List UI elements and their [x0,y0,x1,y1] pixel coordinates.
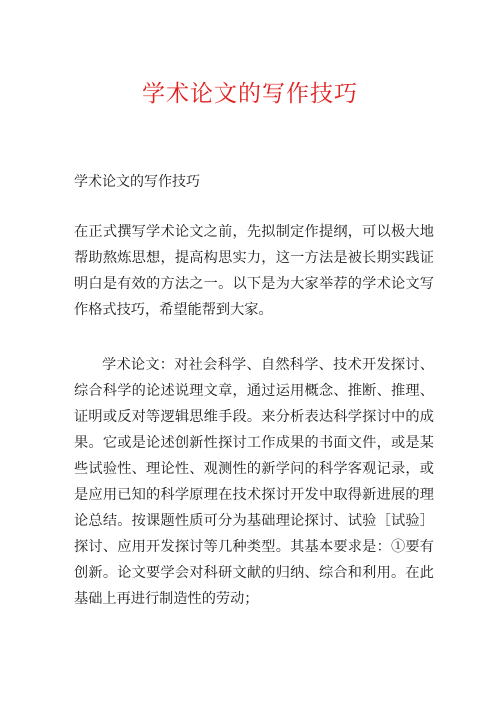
document-subtitle: 学术论文的写作技巧 [74,174,200,190]
intro-paragraph: 在正式撰写学术论文之前，先拟制定作提纲，可以极大地帮助熬炼思想，提高构思实力，这一方法是被长期实践证明白是有效的方法之一。以下是为大家举荐的学术论文写作格式技巧，希望能帮到大家。 [74,224,434,318]
body-paragraph: 学术论文：对社会科学、自然科学、技术开发探讨、综合科学的论述说理文章，通过运用概念、推断、推理、证明或反对等逻辑思维手段。来分析表达科学探讨中的成果。它或是论述创新性探讨工作成果的书面文件，或是某些试验性、理论性、观测性的新学问的科学客观记录，或是应用已知的科学原理在技术探讨开发中取得新进展的理论总结。按课题性质可分为基础理论探讨、试验［试验］探讨、应用开发探讨等几种类型。其基本要求是：①要有创新。论文要学会对科研文献的归纳、综合和利用。在此基础上再进行制造性的劳动； [74,357,434,607]
document-title: 学术论文的写作技巧 [142,81,358,107]
